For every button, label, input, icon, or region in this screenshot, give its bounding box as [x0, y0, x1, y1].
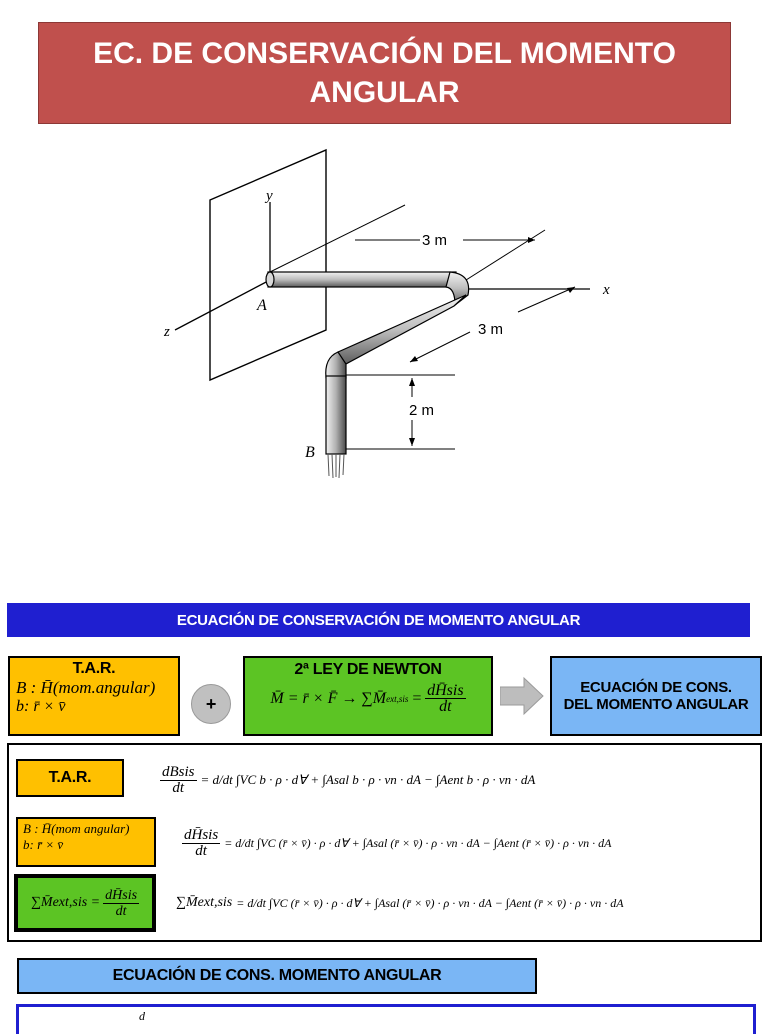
row2-label-box — [16, 817, 156, 867]
row3-lhs: ∑M̄ext,sis — [176, 895, 233, 910]
row3-label-frac — [103, 888, 139, 919]
row3-label-den: dt — [115, 903, 127, 919]
row1-lhs — [160, 765, 197, 796]
row1-lhs-den: dt — [172, 779, 185, 796]
row2-equation — [182, 820, 757, 866]
z-axis-label: z — [164, 324, 170, 340]
newton-frac — [425, 683, 465, 714]
footer-header-text: ECUACIÓN DE CONS. MOMENTO ANGULAR — [112, 967, 442, 984]
row3-label-num: dH̄sis — [105, 887, 138, 903]
newton-formula — [251, 683, 485, 714]
footer-fragment: d — [139, 1009, 145, 1023]
tar-box-title: T.A.R. — [72, 660, 116, 677]
newton-frac-num: dH̄sis — [427, 682, 464, 699]
row2-label-line2: b: r̄ × v̄ — [23, 837, 64, 852]
newton-frac-den: dt — [439, 698, 452, 715]
footer-frame — [16, 1004, 756, 1034]
tar-box — [8, 656, 180, 736]
dimension-vertical: 2 m — [409, 402, 435, 419]
row1-rhs: = d/dt ∫VC b · ρ · d∀ + ∫Asal b · ρ · vn · dA − ∫Aent b · ρ · vn · dA — [200, 772, 536, 787]
y-axis-label: y — [266, 188, 273, 204]
pipe-segment-2 — [338, 295, 466, 365]
z-axis — [175, 280, 270, 330]
row1-lhs-num: dBsis — [162, 763, 195, 780]
point-b-label: B — [305, 444, 315, 461]
row1-label-box — [16, 759, 124, 797]
tar-box-line2: b: r̄ × v̄ — [16, 698, 66, 715]
pipe-segment-3 — [326, 376, 346, 454]
result-box-line1: ECUACIÓN DE CONS. — [580, 679, 732, 696]
panel-header — [7, 603, 750, 637]
panel-header-text: ECUACIÓN DE CONSERVACIÓN DE MOMENTO ANGULAR — [176, 611, 581, 629]
pipe-segment-1 — [268, 272, 456, 287]
dimension-diagonal: 3 m — [478, 321, 504, 338]
pipe-diagram — [150, 140, 630, 490]
row3-label-box — [14, 874, 156, 932]
dimension-top: 3 m — [422, 232, 448, 249]
row2-lhs-num: dH̄sis — [184, 826, 219, 843]
pipe-end-a — [266, 272, 274, 287]
footer-header — [17, 958, 537, 994]
water-outflow — [328, 454, 344, 478]
newton-box — [243, 656, 493, 736]
title-banner — [38, 22, 731, 124]
wall-plane — [210, 150, 326, 380]
page-title: EC. DE CONSERVACIÓN DEL MOMENTO ANGULAR — [93, 37, 676, 109]
newton-formula-left: M̄ = r̄ × F̄ → ∑M̄ — [270, 689, 387, 707]
arrow-right-icon — [500, 676, 544, 716]
row3-equation — [176, 880, 756, 926]
newton-box-title: 2ª LEY DE NEWTON — [294, 661, 442, 678]
result-box-line2: DEL MOMENTO ANGULAR — [563, 696, 749, 713]
row1-label: T.A.R. — [48, 769, 92, 786]
plus-sign: + — [205, 693, 217, 714]
row2-label-line1: B : H̄(mom angular) — [23, 821, 130, 836]
newton-formula-eq: = — [411, 689, 423, 707]
row1-equation — [160, 758, 750, 802]
row2-lhs — [182, 828, 220, 859]
row3-label-left: ∑M̄ext,sis = — [30, 895, 101, 910]
row2-rhs: = d/dt ∫VC (r̄ × v̄) · ρ · d∀ + ∫Asal (r̄ × v̄) · ρ · vn · dA − ∫Aent (r̄ × v̄) · ρ · vn · dA — [224, 835, 612, 850]
x-axis-label: x — [603, 282, 610, 298]
result-box — [550, 656, 762, 736]
row2-lhs-den: dt — [195, 842, 207, 859]
newton-formula-sub: ext,sis — [386, 693, 409, 704]
tar-box-line1: B : H̄(mom.angular) — [16, 678, 156, 697]
point-a-label: A — [257, 297, 267, 314]
row3-rhs: = d/dt ∫VC (r̄ × v̄) · ρ · d∀ + ∫Asal (r̄ × v̄) · ρ · vn · dA − ∫Aent (r̄ × v̄) · ρ · vn · dA — [236, 895, 624, 910]
plus-circle — [191, 684, 231, 724]
